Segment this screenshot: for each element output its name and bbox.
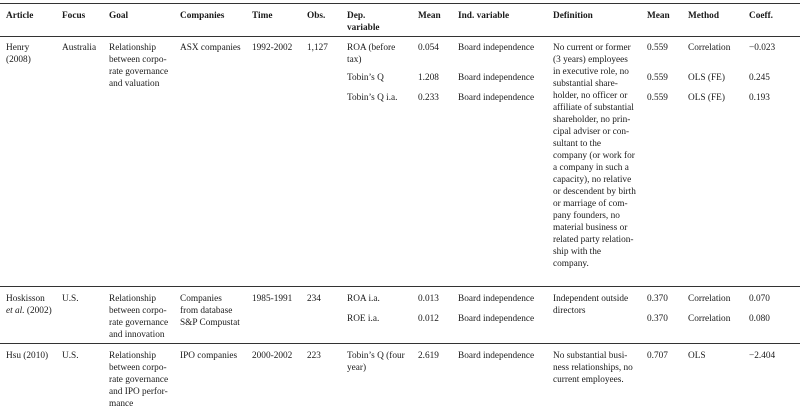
companies-henry: ASX companies (180, 43, 241, 53)
dep-henry-1-line1: ROA (before (347, 43, 396, 53)
definition-henry-line3: in executive role, no (553, 67, 629, 77)
row-rule-2 (0, 343, 800, 344)
obs-henry: 1,127 (307, 43, 328, 53)
obs-hsu: 223 (307, 351, 321, 361)
row-rule-1 (0, 286, 800, 287)
header-goal: Goal (109, 11, 129, 21)
header-coeff: Coeff. (749, 11, 774, 21)
definition-henry-line11: a company in such a (553, 163, 629, 173)
dep-henry-3: Tobin’s Q i.a. (347, 93, 398, 103)
focus-henry: Australia (62, 43, 97, 53)
goal-hoskisson-line3: rate governance (109, 318, 169, 328)
mean-dep-hoskisson-1: 0.013 (418, 294, 439, 304)
method-henry-3: OLS (FE) (688, 93, 725, 103)
header-article: Article (6, 11, 34, 21)
ind-henry-1: Board independence (458, 43, 535, 53)
header-time: Time (252, 11, 273, 21)
method-henry-1: Correlation (688, 43, 731, 53)
definition-henry-line1: No current or former (553, 43, 631, 53)
definition-henry-line6: affiliate of substantial (553, 103, 634, 113)
mean-dep-henry-3: 0.233 (418, 93, 439, 103)
definition-henry-line18: ship with the (553, 247, 602, 257)
method-henry-2: OLS (FE) (688, 73, 725, 83)
header-definition: Definition (553, 11, 593, 21)
coeff-henry-1: −0.023 (749, 43, 776, 53)
coeff-henry-2: 0.245 (749, 73, 770, 83)
definition-henry-line16: material business or (553, 223, 628, 233)
goal-hoskisson-line2: between corpo- (109, 306, 167, 316)
mean-dep-hoskisson-2: 0.012 (418, 314, 439, 324)
goal-henry-line2: between corpo- (109, 55, 167, 65)
article-henry-line2: (2008) (6, 55, 31, 65)
article-henry-line1: Henry (6, 43, 30, 53)
method-hoskisson-1: Correlation (688, 294, 731, 304)
goal-henry-line4: and valuation (109, 79, 160, 89)
article-hoskisson-line2: et al. (2002) (6, 306, 52, 316)
definition-henry-line4: substantial share- (553, 79, 618, 89)
definition-henry-line19: company. (553, 259, 589, 269)
header-rule (0, 36, 800, 37)
header-focus: Focus (62, 11, 86, 21)
companies-hsu: IPO companies (180, 351, 238, 361)
definition-henry-line5: holder, no officer or (553, 91, 628, 101)
mean-ind-henry-3: 0.559 (647, 93, 668, 103)
definition-henry-line2: (3 years) employees (553, 55, 628, 65)
time-henry: 1992-2002 (252, 43, 293, 53)
dep-hoskisson-1: ROA i.a. (347, 294, 380, 304)
mean-ind-hsu: 0.707 (647, 351, 668, 361)
goal-hsu-line3: rate governance (109, 375, 169, 385)
dep-hoskisson-2: ROE i.a. (347, 314, 380, 324)
dep-henry-1-line2: tax) (347, 55, 362, 65)
definition-henry-line14: or marriage of com- (553, 199, 628, 209)
definition-hsu-line3: current employees. (553, 375, 624, 385)
ind-henry-3: Board independence (458, 93, 535, 103)
dep-hsu-line1: Tobin’s Q (four (347, 351, 405, 361)
goal-hsu-line5: mance (109, 399, 134, 409)
mean-ind-henry-1: 0.559 (647, 43, 668, 53)
dep-henry-2: Tobin’s Q (347, 73, 384, 83)
definition-hoskisson-line1: Independent outside (553, 294, 629, 304)
goal-hoskisson-line1: Relationship (109, 294, 156, 304)
definition-hsu-line2: ness relationships, no (553, 363, 633, 373)
header-method: Method (688, 11, 719, 21)
coeff-henry-3: 0.193 (749, 93, 770, 103)
companies-hoskisson-line2: from database (180, 306, 233, 316)
header-ind-variable: Ind. variable (458, 11, 510, 21)
mean-ind-hoskisson-2: 0.370 (647, 314, 668, 324)
goal-hoskisson-line4: and innovation (109, 330, 165, 340)
top-rule (0, 3, 800, 4)
mean-dep-henry-1: 0.054 (418, 43, 439, 53)
ind-hoskisson-1: Board independence (458, 294, 535, 304)
coeff-hoskisson-2: 0.080 (749, 314, 770, 324)
ind-henry-2: Board independence (458, 73, 535, 83)
article-hsu: Hsu (2010) (6, 351, 49, 361)
time-hoskisson: 1985-1991 (252, 294, 293, 304)
coeff-hsu: −2.404 (749, 351, 776, 361)
companies-hoskisson-line1: Companies (180, 294, 222, 304)
definition-henry-line15: pany founders, no (553, 211, 620, 221)
article-hoskisson-line1: Hoskisson (6, 294, 45, 304)
header-companies: Companies (180, 11, 225, 21)
dep-hsu-line2: year) (347, 363, 367, 373)
obs-hoskisson: 234 (307, 294, 321, 304)
companies-hoskisson-line3: S&P Compustat (180, 318, 240, 328)
goal-henry-line3: rate governance (109, 67, 169, 77)
definition-hsu-line1: No substantial busi- (553, 351, 628, 361)
time-hsu: 2000-2002 (252, 351, 293, 361)
definition-henry-line12: capacity), no relative (553, 175, 632, 185)
header-obs: Obs. (307, 11, 326, 21)
coeff-hoskisson-1: 0.070 (749, 294, 770, 304)
header-mean-dep: Mean (418, 11, 441, 21)
mean-ind-henry-2: 0.559 (647, 73, 668, 83)
mean-ind-hoskisson-1: 0.370 (647, 294, 668, 304)
ind-hsu: Board independence (458, 351, 535, 361)
header-mean-ind: Mean (647, 11, 670, 21)
goal-henry-line1: Relationship (109, 43, 156, 53)
focus-hsu: U.S. (62, 351, 79, 361)
method-hsu: OLS (688, 351, 706, 361)
definition-hoskisson-line2: directors (553, 306, 586, 316)
ind-hoskisson-2: Board independence (458, 314, 535, 324)
definition-henry-line9: sultant to the (553, 139, 602, 149)
goal-hsu-line1: Relationship (109, 351, 156, 361)
definition-henry-line13: or descendent by birth (553, 187, 636, 197)
goal-hsu-line2: between corpo- (109, 363, 167, 373)
mean-dep-hsu: 2.619 (418, 351, 439, 361)
header-dep-variable-line2: variable (347, 23, 380, 33)
header-dep-variable-line1: Dep. (347, 11, 366, 21)
definition-henry-line7: shareholder, no prin- (553, 115, 631, 125)
mean-dep-henry-2: 1.208 (418, 73, 439, 83)
definition-henry-line10: company (or work for (553, 151, 635, 161)
definition-henry-line8: cipal adviser or con- (553, 127, 630, 137)
method-hoskisson-2: Correlation (688, 314, 731, 324)
goal-hsu-line4: and IPO perfor- (109, 387, 168, 397)
focus-hoskisson: U.S. (62, 294, 79, 304)
definition-henry-line17: related party relation- (553, 235, 634, 245)
